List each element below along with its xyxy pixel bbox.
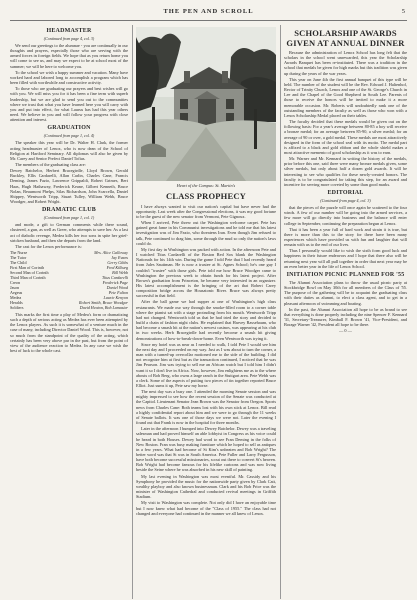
columns bbox=[10, 25, 407, 599]
article-paragraph: Mr. Warner and Mr. Kennard in writing the history of the medals, prior before this one, said three were many bronze medals given, some silver medals, but only about half a dozen gold awards. It will be interesting to see who qualifies for these newly-created honors. The faculty is to be congratulated for taking this step, for an award and incentive for serving more coveted by some than good marks. bbox=[284, 156, 407, 187]
column-divider bbox=[132, 25, 133, 599]
end-mark: — 0 — bbox=[339, 328, 352, 334]
names-intro: The members of the graduating class are: bbox=[15, 161, 86, 167]
article-paragraph: Later in the afternoon I bumped into Dewey Batchelor. Dewey was a traveling salesman and had proved himself an able lobbyist in Congress as his voice could be heard in both Houses. Dewey had word to see Fran Deming in the folks of New Boston. Fran was busy making furniture which he hoped to sell as antiques in a few years. What had become of St Kim's unbeaten and Bob Wright? The better word was that St was in South America. Pete Fuller and Larry Fergusson, have both become successful missionaries, scout out there to convert St's heaven. Bob Wright had become famous for his lifelike cartoons and was now living beside the Seine where he was absorbed in his new skill of painting. bbox=[136, 426, 276, 473]
article-paragraph: We send our greetings to the alumnae - you are continually in our thoughts and prayers, especially those who are serving with the armed forces in foreign fields. We hope that as you return home you will come to see us, and may we expect to be at school most of the summer; we will be here to welcome you. bbox=[10, 43, 128, 69]
photo-caption: Heart of the Campus: St. Martin's bbox=[176, 183, 236, 188]
headmaster-heading: HEADMASTER bbox=[46, 28, 92, 34]
article-paragraph: Because the administration of Lenox School has long felt that the scholars in the school went unrewarded, this year the Scholarship Awards Banquet has been re-instituted. There was a tradition in the school that medals be given for high marks but this tradition was given up during the years of the war years. bbox=[284, 50, 407, 76]
cast-actor: Titus Cardarelli bbox=[102, 275, 128, 280]
cast-actor: Bill Webb bbox=[112, 270, 128, 275]
cast-role: Soldiers bbox=[10, 305, 24, 310]
initiation-heading: INITIATION PICNIC PLANNED FOR '55 bbox=[286, 271, 405, 278]
cast-role: Second Man of Corinth bbox=[10, 270, 49, 275]
article-paragraph: Thus I personally would like to wish the sixth form good luck and happiness in their future endeavors and I hope that there also will be returning next year will all pull together in order that next year may be an even better year in the life of Lenox School. bbox=[284, 248, 407, 269]
page-number: 5 bbox=[401, 8, 405, 15]
masthead-title: THE PEN AND SCROLL bbox=[163, 8, 254, 15]
continued-note: (Continued from page 4, col. 3) bbox=[320, 198, 371, 204]
cast-role: Medea bbox=[10, 295, 22, 300]
article-paragraph: This year on June 4th the first annual banquet of this type will be held. The number of the student will be the Rev. Edward J. Haltenhof, Rector of Trinity Church, Lenox and one of the St. George's Church in Lee and the Chapel of the Good Shepherd in South Lee. Parents of those to receive the honors will be invited to make it a more memorable occasion. Mr. Roberts will undoubtedly rank one of the outstanding members of the faculty as well as those who won with a Lenox Scholarship Medal placed on their tables. bbox=[284, 76, 407, 118]
cast-actor: Robert Smith, Bruce Woodger bbox=[79, 300, 128, 305]
article-paragraph: After the ball game we had supper at one of Washington's high class restaurants. We made our way through the smoke-filled room to a corner table where the pianist sat with a stage protruding from his mouth. Wentworth Tripp had not changed. Wentworth told us that he had tried the story and decided to build a chain of fashion night clubs. He explained that Harvey Rassehaum, who had become a smash hit at the nation's newest casinos, was appearing at his club in two weeks. Herb Bracegirdle had recently become a smash hit giving demonstrations of how-to-break-down-home. Even Wentworth was trying it. bbox=[136, 299, 276, 341]
article-paragraph: Since my hotel was as near as I needed to walk, I told Pete I would see him the next day and I proceeded on my way. Just as I was about to turn the corner, a man with a turned-up overcollar motioned me to the side of the building. I did not recognize him at first but as the transaction continued, I noticed that he was Jim Pearson. Jim was trying to sell me an African watch but I told him I didn't want it so I don't live in Africa. Now, however, Jim enlightens me as to the where abouts of Bob Berg, who owns a large ranch in the Stuttgart area. Pete Webb was a clerk. Some of the aspects of putting two pieces of tin together reported Bruce Elliot. Just sums it up, Pete saw my horse. bbox=[136, 341, 276, 388]
column-left bbox=[10, 25, 128, 354]
cast-actor: Fred Kilburg bbox=[106, 265, 128, 270]
cast-role: Third Man of Corinth bbox=[10, 275, 46, 280]
article-paragraph: My visit to Washington was complete. Not only did I have an enjoyable time but I now knew what had become of the "Class of 1955." The class had not changed and everyone had continued in the manner we all knew of Lenox. bbox=[136, 500, 276, 516]
article-paragraph: The Alumni Association plans to throw the usual picnic party at Stockbridge Bowl on May 30th for all members of the Class of '55. The purpose of the gathering will be to acquaint the graduating class with their duties as alumni, to elect a class agent, and to get in a pleasant afternoon of swimming and boating. bbox=[284, 279, 407, 306]
article-paragraph: The next day was a busy one. I attended the morning Senate session and was mighty impressed to see how the recent session of the Senate was conducted at the Capitol. Lieutenant Senator Jean Brown was the Senator from Oregon. Sports news from Charles Cane: Both teams lost with his own stick at Lenox. Bill read a highly confidential report about him and we were to go through the 11 weeks of Senate ballots. It was one of those days we were not. Later the evening I found out that Frank is now in the hospital for three months. bbox=[136, 389, 276, 426]
masthead bbox=[10, 8, 407, 21]
cast-actor: Gerry Gibbs bbox=[107, 260, 128, 265]
article-paragraph: The speaker this year will be Dr. Walter H. Clark, the former acting headmaster of Lenox, who is now dean of the School of Religion at Hartford Seminary. All diplomas will also be given by Mr. Carey and Senior Prefect Daniel Tofias. bbox=[10, 140, 128, 161]
article-paragraph: My last evening in Washington was most eventful. Mr. Cassidy and his Symphony he provided the music for the nationwide party given by Clark Catt, wealthy playboy and also known businessman. Clark and his Bob Price was the minister of Washington Cathedral and conducted revival meetings in Griffith Stadium. bbox=[136, 473, 276, 500]
scholarship-heading: SCHOLARSHIP AWARDS GIVEN AT ANNUAL DINNER bbox=[286, 28, 405, 48]
article-paragraph: This marks the first time a play of Medea's form or dramatizing such a depth of serious acting as Medea has ever been attempted by the Lenox players. As such it is somewhat of a venture much in the case of many, including Director Daniel Wood. This is, however, not so much from the standpoint of the quality of the acting, which certainly has been very above par in the past, but from the point of view of the audience reaction to Medea. In any case we wish the best of luck to the whole cast. bbox=[10, 312, 128, 354]
cast-actor: Laurie Kenyon bbox=[103, 295, 128, 300]
cast-role: The Nurse bbox=[10, 250, 28, 255]
column-middle bbox=[136, 25, 276, 517]
column-divider bbox=[280, 25, 281, 599]
continued-note: (Continued from page 1, col. 4) bbox=[43, 133, 95, 139]
editorial-heading: EDITORIAL bbox=[327, 190, 364, 197]
article-paragraph: The faculty decided that these medals would be given out on the following basis: For a year's average between 80-85 a boy will receive a bronze medal; for an average between 85-90, a silver medal; for an average of 90 or over, a gold medal. These medals are most attractively designed in the form of the school seal with its motto. The medal part is affixed to a black and gold ribbon and the whole shield makes a most attractive memento of good scholarship as it was to earn. bbox=[284, 119, 407, 155]
graduation-heading: GRADUATION bbox=[47, 125, 91, 132]
cast-role: Creon bbox=[10, 280, 21, 285]
article-paragraph: To those who are graduating our prayers and best wishes will go with you. We will miss you for it has been a fine term with superb leadership, but we are glad to send you out to the communities where we trust that what you have learned here you will carry with you and put into effect, for what Laurus has had this year others need. We believe in you and will follow your progress with close attention and interest. bbox=[10, 86, 128, 123]
cast-actor: Daniel Wood bbox=[106, 285, 128, 290]
cast-role: Jason bbox=[10, 285, 20, 290]
continued-note: (Continued from page 4, col. 3) bbox=[43, 36, 95, 41]
campus-photo bbox=[136, 27, 276, 181]
campus-photo-illustration bbox=[136, 27, 276, 181]
cast-role: Aegeus bbox=[10, 290, 23, 295]
cast-role: The Tutor bbox=[10, 255, 27, 260]
cast-list bbox=[10, 250, 128, 310]
article-paragraph: When I arrived, Pete threw out the Washington welcome carpet. Pete has gained great fame in his Communist investigations and he told me that his latest investigation was of Jim Fazio, who threatens Iran. Even though Jim refused to talk, Pete continued to drag him, some through the mud so only the nation's laws could do. bbox=[136, 220, 276, 246]
cast-role: The Child bbox=[10, 260, 27, 265]
cast-actor: David Heaton, Bob Lamaster bbox=[79, 305, 128, 310]
article-paragraph: I have always wanted to visit our nation's capital but have never had the opportunity. Last week after the Congressional elections, it was my good fortune to be the guest of the new senator from Vermont, Pete Gignoux. bbox=[136, 203, 276, 219]
cast-role: Heralds bbox=[10, 300, 23, 305]
continued-note: (Continued from page 1, col. 1) bbox=[43, 215, 95, 221]
cast-actor: Frederick Page bbox=[102, 280, 128, 285]
cast-role: First Man of Corinth bbox=[10, 265, 45, 270]
cast-row bbox=[10, 305, 128, 310]
article-paragraph: In the past, the Alumni Association all hope to be as brand to see that everything is done properly including the nine Spencer F. Kennard '31, Secretary-Treasurer, Kimball F. Brown '41, Vice-President, and Borage Warner '42, President all hope to be there. bbox=[284, 306, 407, 328]
cast-actor: Mrs. Alice Galloway bbox=[94, 250, 128, 255]
article-paragraph: and mode, a gift to German comments while there sound, clustered, a gun, as well as Greer, who attempts to save her. As a last act of diabolic revenge, Medea kills her two sons in spite her grief-stricken husband, and then she departs from the land. bbox=[10, 222, 128, 243]
prophecy-heading: CLASS PROPHECY bbox=[165, 191, 247, 202]
graduate-names: Dewey Batchelor, Herbert Bracegirdle, Lloyd Brown, Gerald Buckley, Ellis Cardarelli, Allan Carlin, Charles Cane, Francis Deming, James Fazio, Lawrence Grippaldi, Robert Grimes, Bert Haas, Hugh Hathaway, Frederick Keane, Gilbert Kenneth, Bruce Nolan, Beaumont Phelps, Silas Richardson, John Scarcella, Daniel Shippey, Wentworth Tripp, Stuart Tulley, William Webb, Bruce Woodger, and Robert Wright. bbox=[10, 168, 128, 205]
cast-actor: Jay Evans bbox=[111, 255, 128, 260]
article-paragraph: To the school we wish a happy summer and vacation. Many have worked hard and labored long to accomplish a program which has been filled with worthwhile and constructive activity. bbox=[10, 69, 128, 86]
article-paragraph: My first day in Washington was packed with action. In the afternoon Pete and I watched Titus Cardarelli of the Boston Red Sox blank the Washington Nationals for his 14th win. During the game I told Pete that I had recently heard from Jules Sauttman. He is now a trustee at St. Agnes School; he's one guy I couldn't "trustee" with those girls. Pete told me how Bruce Woodger came to Washington the previous week to obtain funds for his latest project. After Brown's graduation from Princeton, he became very interested in an organizer. His latest accomplishment is the bringing of the art that Robert Carey composition bridge across the Housatonic River. Bruce was always pretty successful in that field. bbox=[136, 246, 276, 299]
article-paragraph: That it has been a year full of hard work and strain it is true, but there is more than this to the story for there have been many experiences which have provided us with fun and laughter that will remain with us to the end of our lives. bbox=[284, 226, 407, 248]
dramatic-heading: DRAMATIC CLUB bbox=[42, 207, 96, 214]
column-right bbox=[284, 25, 407, 334]
cast-actor: Pete Fulton bbox=[108, 290, 128, 295]
cast-intro: The cast for the Lenox performance is: bbox=[15, 243, 82, 249]
article-paragraph: that the pieces of the puzzle will once again be scattered to the four winds. A few of our number will be going into the armed services, a few more will go directly into business and the balance will enter college in September, continuing the preparation begun at Lenox. bbox=[284, 205, 407, 226]
